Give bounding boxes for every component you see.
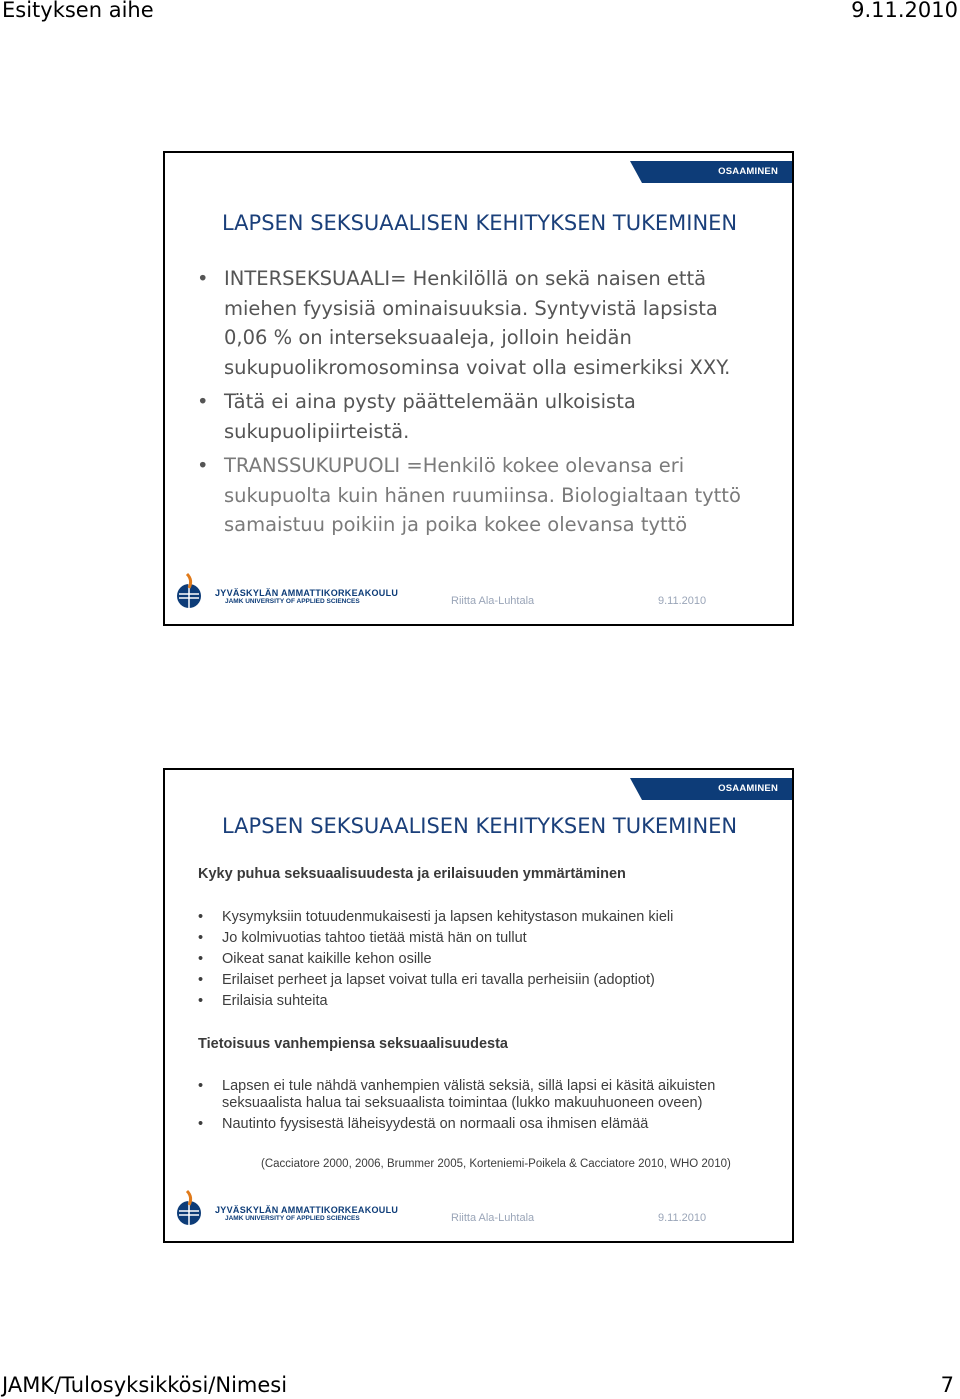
- section-heading: Tietoisuus vanhempiensa seksuaalisuudesta: [198, 1036, 508, 1052]
- slide-footer: [165, 1189, 792, 1229]
- list-item: [197, 451, 757, 540]
- list-item: [198, 993, 758, 1010]
- bullet-text: Erilaiset perheet ja lapset voivat tulla eri tavalla perheisiin (adoptiot): [222, 972, 655, 988]
- bullet-list: [198, 909, 758, 1014]
- bullet-text: INTERSEKSUAALI= Henkilöllä on sekä naisen että miehen fyysisiä ominaisuuksia. Syntyvistä lapsista 0,06 % on interseksuaaleja, jolloin heidän sukupuolikromosominsa voivat olla esimerkiksi XXY.: [224, 267, 731, 379]
- page-header-date: 9.11.2010: [851, 0, 958, 22]
- bullet-icon: •: [198, 930, 204, 946]
- slide-1: [163, 151, 794, 626]
- footer-author: Riitta Ala-Luhtala: [451, 1212, 535, 1224]
- jamk-emblem-icon: [173, 1189, 213, 1229]
- bullet-text: Tätä ei aina pysty päättelemään ulkoisista sukupuolipiirteistä.: [224, 390, 636, 443]
- bullet-icon: •: [197, 267, 209, 290]
- logo-line-2: JAMK UNIVERSITY OF APPLIED SCIENCES: [225, 598, 360, 605]
- bullet-icon: •: [198, 1116, 204, 1132]
- slide-title: LAPSEN SEKSUAALISEN KEHITYKSEN TUKEMINEN: [222, 814, 738, 838]
- jamk-emblem-icon: [173, 572, 213, 612]
- page-footer-path: JAMK/Tulosyksikkösi/Nimesi: [2, 1373, 288, 1397]
- bullet-text: Lapsen ei tule nähdä vanhempien välistä seksiä, sillä lapsi ei käsitä aikuisten seksuaalista halua tai seksuaalista toimintaa (lukko makuuhuoneen oveen): [222, 1078, 716, 1111]
- slide-banner: OSAAMINEN KILPAILUKYVYKSI: [642, 778, 792, 800]
- logo-line-1: JYVÄSKYLÄN AMMATTIKORKEAKOULU: [215, 588, 399, 598]
- slide-banner: OSAAMINEN KILPAILUKYVYKSI: [642, 161, 792, 183]
- slide-title: LAPSEN SEKSUAALISEN KEHITYKSEN TUKEMINEN: [222, 211, 738, 235]
- page-number: 7: [940, 1373, 954, 1397]
- section-heading: Kyky puhua seksuaalisuudesta ja erilaisuuden ymmärtäminen: [198, 866, 626, 882]
- page-header-title: Esityksen aihe: [2, 0, 154, 22]
- bullet-list: [198, 1078, 758, 1137]
- bullet-icon: •: [197, 390, 209, 413]
- bullet-text: TRANSSUKUPUOLI =Henkilö kokee olevansa eri sukupuolta kuin hänen ruumiinsa. Biologialtaan tyttö samaistuu poikiin ja poika kokee olevansa tyttö: [224, 454, 741, 536]
- bullet-text: Jo kolmivuotias tahtoo tietää mistä hän on tullut: [222, 930, 527, 946]
- list-item: [198, 972, 758, 989]
- list-item: [198, 1078, 758, 1112]
- jamk-logo: [173, 572, 399, 612]
- banner-notch: [630, 778, 642, 800]
- bullet-list: [197, 264, 757, 545]
- bullet-icon: •: [198, 1078, 204, 1094]
- list-item: [197, 387, 757, 446]
- footer-date: 9.11.2010: [658, 595, 707, 607]
- banner-notch: [630, 161, 642, 183]
- bullet-icon: •: [198, 993, 204, 1009]
- bullet-icon: •: [198, 951, 204, 967]
- bullet-text: Erilaisia suhteita: [222, 993, 328, 1009]
- list-item: [198, 909, 758, 926]
- bullet-text: Kysymyksiin totuudenmukaisesti ja lapsen kehitystason mukainen kieli: [222, 909, 674, 925]
- list-item: [198, 951, 758, 968]
- list-item: [198, 1116, 758, 1133]
- bullet-text: Nautinto fyysisestä läheisyydestä on normaali osa ihmisen elämää: [222, 1116, 649, 1132]
- jamk-logo: [173, 1189, 399, 1229]
- footer-author: Riitta Ala-Luhtala: [451, 595, 535, 607]
- slide-2: [163, 768, 794, 1243]
- bullet-text: Oikeat sanat kaikille kehon osille: [222, 951, 432, 967]
- slide-footer: [165, 572, 792, 612]
- footer-date: 9.11.2010: [658, 1212, 707, 1224]
- logo-line-2: JAMK UNIVERSITY OF APPLIED SCIENCES: [225, 1215, 360, 1222]
- logo-line-1: JYVÄSKYLÄN AMMATTIKORKEAKOULU: [215, 1205, 399, 1215]
- bullet-icon: •: [198, 972, 204, 988]
- list-item: [198, 930, 758, 947]
- citation: (Cacciatore 2000, 2006, Brummer 2005, Korteniemi-Poikela & Cacciatore 2010, WHO 2010): [261, 1158, 731, 1170]
- bullet-icon: •: [198, 909, 204, 925]
- bullet-icon: •: [197, 454, 209, 477]
- list-item: [197, 264, 757, 382]
